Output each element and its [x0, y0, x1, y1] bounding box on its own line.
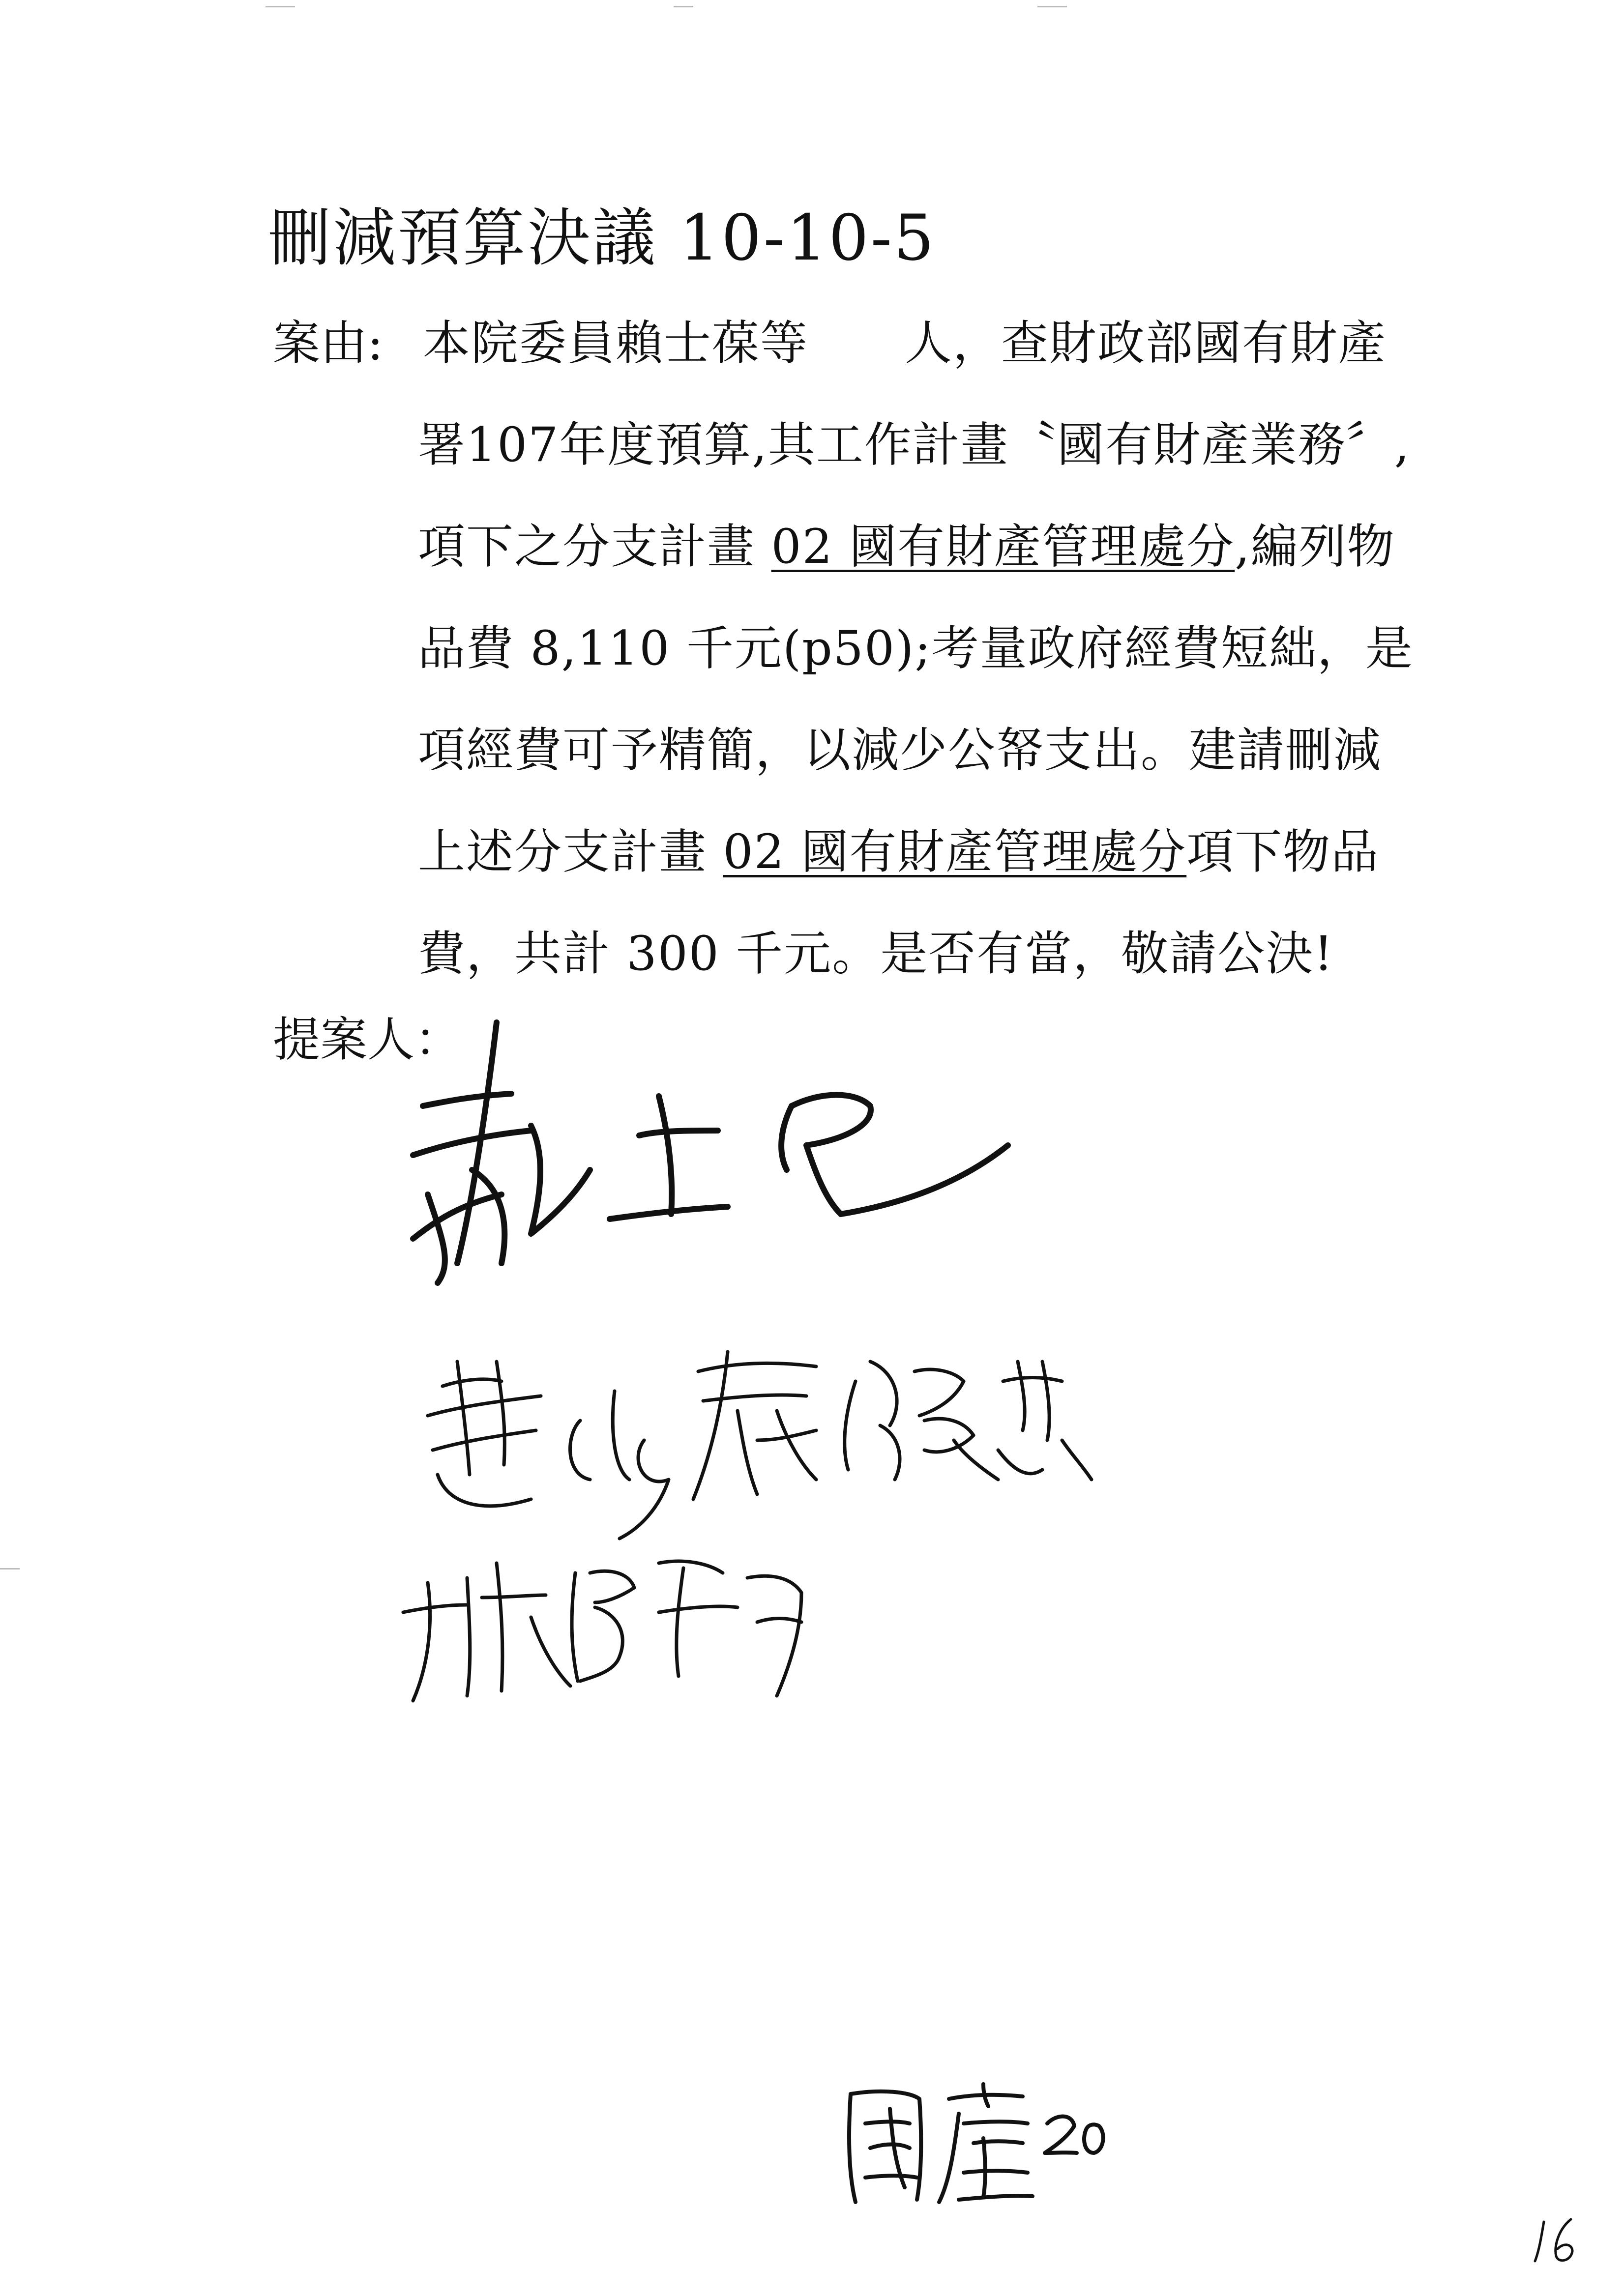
case-body-line	[418, 817, 1379, 886]
case-body-text: 署107年度預算,其工作計畫〝國有財產業務〞,	[418, 417, 1411, 472]
underlined-plan-name: 02 國有財產管理處分	[771, 519, 1235, 574]
signature-1	[413, 1022, 1008, 1283]
scan-mark	[674, 6, 693, 7]
case-body-line	[423, 309, 1387, 378]
case-body-text: 費，共計 300 千元。是否有當，敬請公決!	[418, 926, 1334, 981]
case-body-text: 上述分支計畫	[418, 824, 723, 879]
case-body-text: 項下之分支計畫	[418, 519, 771, 574]
handwritten-note	[836, 2079, 1111, 2207]
proposer-label: 提案人：	[273, 1012, 462, 1067]
signature-2	[428, 1362, 669, 1539]
case-body-text: 項經費可予精簡，以減少公帑支出。建請刪減	[418, 723, 1382, 778]
case-body-line	[418, 512, 1395, 581]
case-body-line	[418, 410, 1410, 479]
signature-4	[845, 1362, 1092, 1480]
underlined-plan-name: 02 國有財產管理處分	[723, 824, 1187, 879]
scan-mark	[1037, 6, 1067, 7]
handwritten-signatures	[384, 1008, 1195, 1745]
scan-mark	[266, 6, 295, 7]
page-number-handwritten	[1529, 2212, 1583, 2266]
case-body-line	[418, 716, 1382, 785]
signature-5	[403, 1561, 801, 1701]
resolution-title: 刪減預算決議 10-10-5	[268, 202, 936, 275]
case-label: 案由:	[273, 316, 384, 371]
case-body-text: ,編列物	[1235, 519, 1395, 574]
scan-mark	[0, 1568, 20, 1569]
case-body-text: 本院委員賴士葆等 人，查財政部國有財產	[423, 316, 1387, 371]
case-body-line	[418, 919, 1334, 988]
case-body-text: 項下物品	[1186, 824, 1380, 879]
case-body-text: 品費 8,110 千元(p50);考量政府經費短絀，是	[418, 621, 1414, 676]
case-body-line	[418, 614, 1414, 683]
signature-3	[693, 1352, 816, 1499]
